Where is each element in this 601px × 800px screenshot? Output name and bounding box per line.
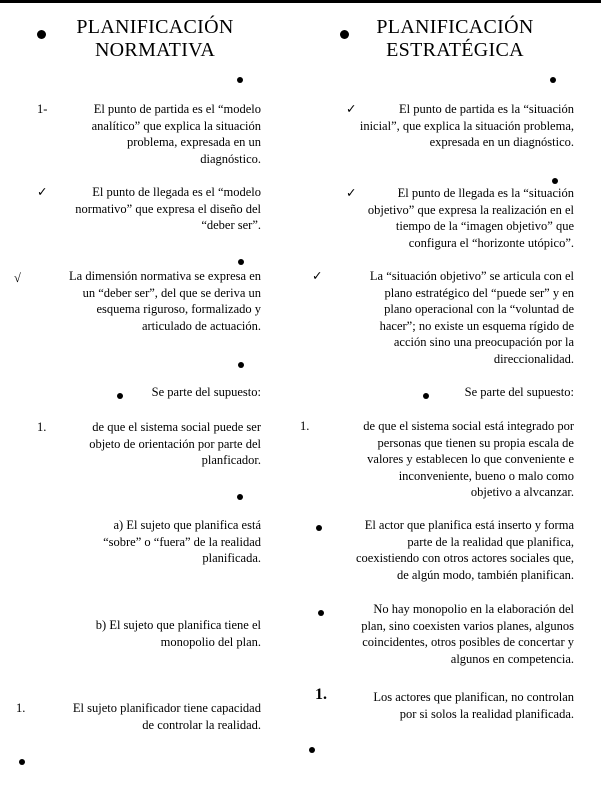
left-paragraph-8 — [73, 700, 261, 733]
text-line: expresada en un diagnóstico. — [429, 135, 574, 150]
text-line: algunos en competencia. — [450, 651, 574, 666]
right-paragraph-7 — [361, 601, 574, 667]
check-icon: ✓ — [37, 185, 48, 199]
left-title-bullet — [37, 30, 46, 39]
text-line: direccionalidad. — [493, 351, 574, 366]
text-line: No hay monopolio en la elaboración del — [373, 602, 574, 616]
text-line: personas que tienen su propia escala de — [377, 435, 574, 450]
text-line: El sujeto planificador tiene capacidad — [72, 701, 261, 715]
right-paragraph-6 — [356, 517, 574, 583]
check-icon: ✓ — [312, 269, 323, 283]
bullet — [309, 747, 315, 753]
right-paragraph-5 — [363, 418, 574, 501]
text-line: de que el sistema social puede ser — [92, 420, 261, 434]
text-line: plano operacional con la “voluntad de — [384, 302, 574, 317]
left-p1-marker: 1- — [37, 102, 48, 116]
text-line: “deber ser”. — [201, 218, 261, 233]
left-p8-marker: 1. — [16, 701, 26, 715]
right-paragraph-1 — [360, 101, 574, 151]
text-line: coexistiendo con otros actores sociales que, — [356, 551, 574, 566]
right-paragraph-3 — [370, 268, 574, 368]
text-line: un “deber ser”, del que se deriva un — [82, 285, 261, 300]
text-line: plano estratégico del “puede ser” y en — [384, 285, 574, 300]
bullet — [423, 393, 429, 399]
bullet — [318, 610, 324, 616]
text-line: a) El sujeto que planifica está — [113, 518, 261, 532]
bullet — [237, 494, 243, 500]
text-line: analítico” que explica la situación — [91, 118, 261, 133]
left-paragraph-4: Se parte del supuesto: — [151, 385, 261, 399]
left-paragraph-1 — [92, 101, 261, 167]
text-line: hacer”; no existe un esquema rígido de — [379, 318, 574, 333]
right-p8-marker: 1. — [315, 686, 327, 703]
text-line: problema, expresada en un — [127, 135, 261, 150]
text-line: parte de la realidad que planifica, — [407, 534, 574, 549]
text-line: inconveniente, bueno o malo como — [398, 468, 574, 483]
left-paragraph-2 — [75, 184, 261, 234]
text-line: articulado de actuación. — [141, 318, 261, 333]
check-icon: ✓ — [346, 186, 357, 200]
right-title-line: PLANIFICACIÓN — [376, 16, 534, 38]
left-paragraph-5 — [89, 419, 261, 469]
text-line: esquema riguroso, formalizado y — [96, 302, 261, 317]
text-line: acción sino una preocupación por la — [393, 335, 574, 350]
text-line: La dimensión normativa se expresa en — [69, 269, 261, 283]
right-paragraph-2 — [368, 185, 574, 251]
text-line: objeto de orientación por parte del — [89, 436, 261, 451]
text-line: “sobre” o “fuera” de la realidad — [103, 534, 261, 549]
text-line: planficador. — [201, 453, 261, 468]
right-title — [357, 16, 553, 62]
text-line: tiempo de la “imagen objetivo” que — [395, 219, 574, 234]
text-line: planificada. — [202, 551, 261, 566]
right-p5-marker: 1. — [300, 419, 310, 433]
text-line: b) El sujeto que planifica tiene el — [95, 618, 261, 632]
left-p5-marker: 1. — [37, 420, 47, 434]
text-line: El actor que planifica está inserto y forma — [364, 518, 574, 532]
text-line: valores y establecen lo que conveniente e — [367, 452, 574, 467]
left-title-line: NORMATIVA — [94, 39, 216, 61]
text-line: de que el sistema social está integrado por — [363, 419, 574, 433]
text-line: La “situación objetivo” se articula con el — [369, 269, 574, 283]
bullet — [238, 259, 244, 265]
right-paragraph-4: Se parte del supuesto: — [464, 385, 574, 399]
bullet — [237, 77, 243, 83]
text-line: normativo” que expresa el diseño del — [75, 201, 261, 216]
right-title-bullet — [340, 30, 349, 39]
bullet — [550, 77, 556, 83]
left-paragraph-7 — [96, 617, 261, 650]
text-line: de algún modo, también planifican. — [396, 567, 574, 582]
text-line: configura el “horizonte utópico”. — [408, 235, 574, 250]
text-line: inicial”, que explica la situación problema, — [359, 118, 574, 133]
text-line: plan, sino coexisten varios planes, algunos — [361, 618, 574, 633]
text-line: objetivo a alvcanzar. — [470, 485, 574, 500]
left-title — [55, 16, 255, 62]
text-line: monopolio del plan. — [160, 634, 261, 649]
check-icon: ✓ — [346, 102, 357, 116]
right-paragraph-8 — [373, 689, 574, 722]
left-title-line: PLANIFICACIÓN — [76, 16, 234, 38]
bullet — [316, 525, 322, 531]
bullet — [552, 178, 558, 184]
top-rule — [0, 0, 601, 3]
text-line: de controlar la realidad. — [142, 717, 261, 732]
text-line: objetivo” que expresa la realización en el — [367, 202, 574, 217]
text-line: coincidentes, otros posibles de concertar y — [362, 635, 574, 650]
bullet — [19, 759, 25, 765]
text-line: El punto de partida es el “modelo — [93, 102, 261, 116]
right-title-line: ESTRATÉGICA — [386, 39, 524, 61]
text-line: El punto de llegada es el “modelo — [92, 185, 261, 199]
text-line: por si solos la realidad planificada. — [399, 706, 574, 721]
text-line: Los actores que planifican, no controlan — [373, 690, 574, 704]
text-line: El punto de llegada es la “situación — [397, 186, 574, 200]
left-paragraph-6 — [103, 517, 261, 567]
bullet — [117, 393, 123, 399]
bullet — [238, 362, 244, 368]
text-line: El punto de partida es la “situación — [399, 102, 574, 116]
sqrt-icon: √ — [14, 271, 21, 285]
left-paragraph-3 — [69, 268, 261, 334]
text-line: diagnóstico. — [200, 151, 261, 166]
